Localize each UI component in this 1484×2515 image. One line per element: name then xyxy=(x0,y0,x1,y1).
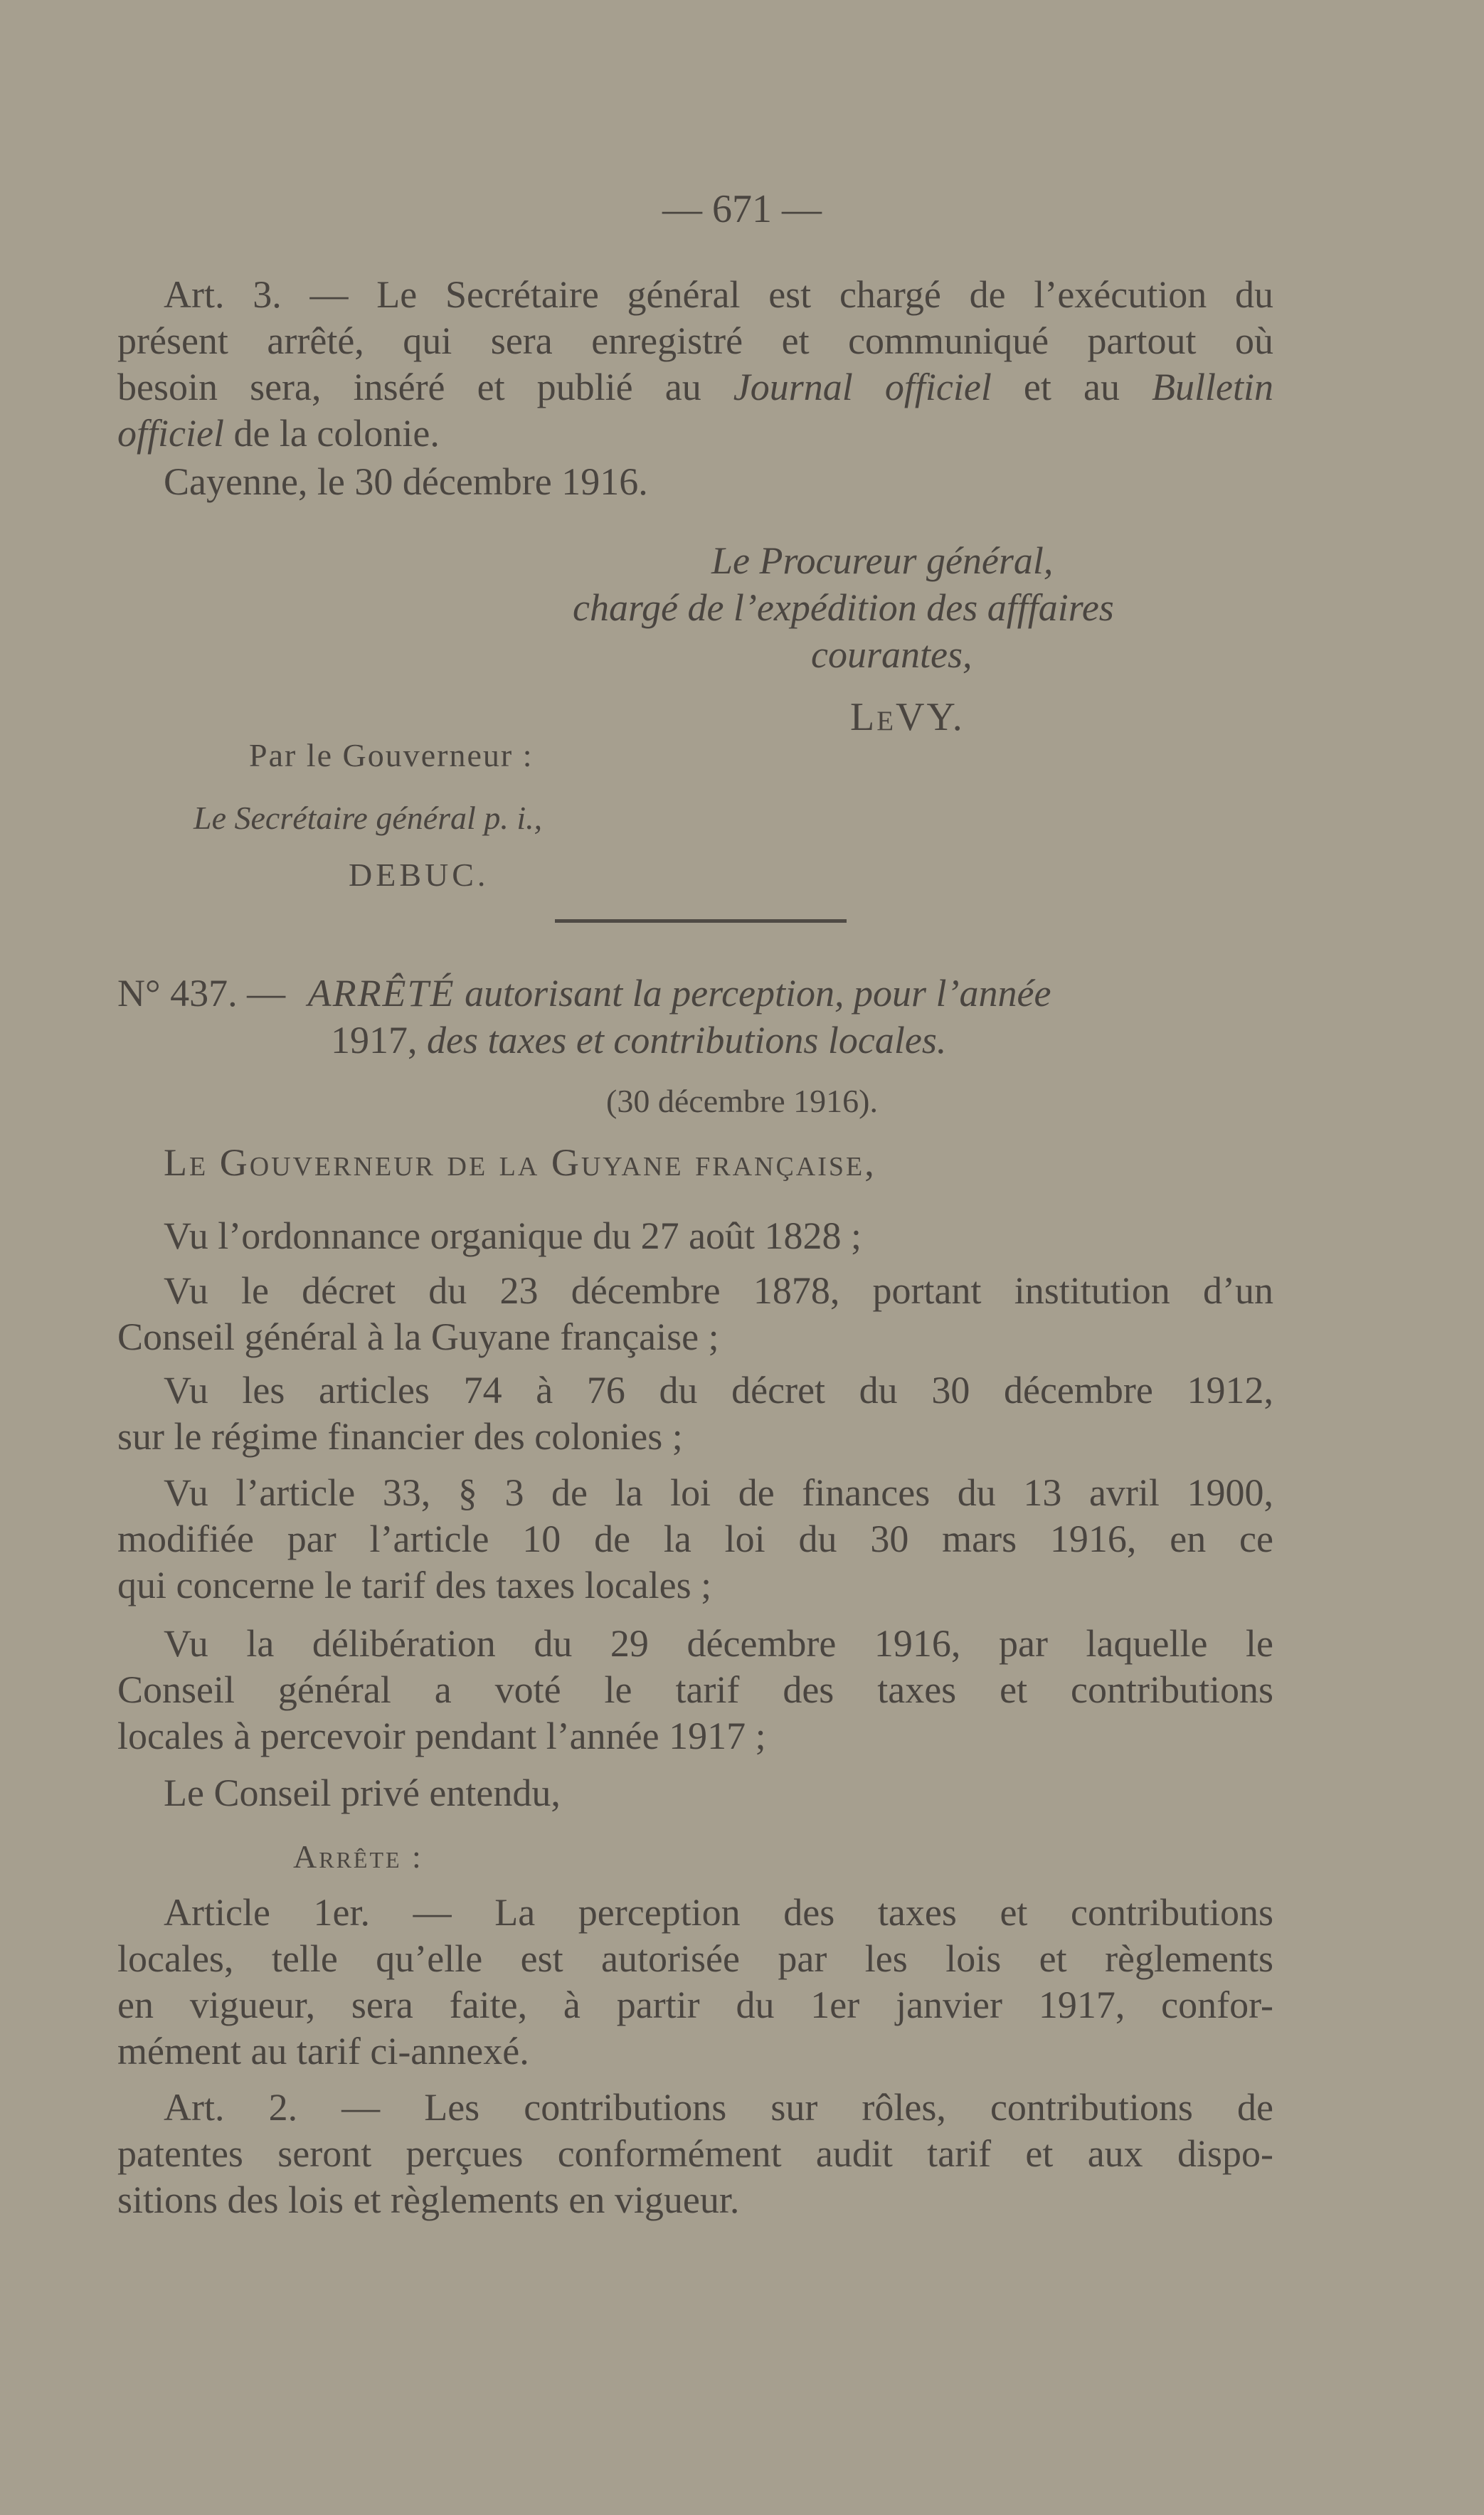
arrete-number: N° 437. — xyxy=(117,972,286,1015)
art3-line1: Art. 3. — Le Secrétaire général est chargé de l’exécution du xyxy=(164,273,1273,316)
signatory-title-3: courantes, xyxy=(811,633,972,676)
article1-l4: mément au tarif ci-annexé. xyxy=(117,2030,529,2072)
signatory-title-1: Le Procureur général, xyxy=(711,539,1054,582)
section-divider xyxy=(555,919,847,923)
vu-article33-l1: Vu l’article 33, § 3 de la loi de finances du 13 avril 1900, xyxy=(164,1471,1273,1514)
arrete-subject-1: autorisant la perception, pour l’année xyxy=(455,972,1051,1015)
arrete-label: ARRÊTÉ xyxy=(307,972,455,1015)
vu-articles-l1: Vu les articles 74 à 76 du décret du 30 décembre 1912, xyxy=(164,1369,1273,1412)
article1-l2: locales, telle qu’elle est autorisée par les lois et règlements xyxy=(117,1937,1273,1980)
article2-l1: Art. 2. — Les contributions sur rôles, contributions de xyxy=(164,2086,1273,2129)
bulletin-ref: Bulletin xyxy=(1152,366,1273,408)
arrete-date: (30 décembre 1916). xyxy=(606,1083,878,1119)
art3-line3 xyxy=(117,364,1273,410)
secretaire-general-title: Le Secrétaire général p. i., xyxy=(194,800,543,836)
arrete-heading-line1 xyxy=(117,970,1273,1016)
par-le-gouverneur: Par le Gouverneur : xyxy=(249,737,534,773)
art3-line4 xyxy=(117,411,1273,456)
vu-decret-1878-l1: Vu le décret du 23 décembre 1878, portant institution d’un xyxy=(164,1269,1273,1312)
article2-l2: patentes seront perçues conformément audit tarif et aux dispo- xyxy=(117,2132,1273,2175)
page-number: — 671 — xyxy=(662,187,822,231)
vu-deliberation-l3: locales à percevoir pendant l’année 1917 ; xyxy=(117,1715,766,1757)
signatory-name: LeVY. xyxy=(850,695,965,739)
vu-deliberation-l2: Conseil général a voté le tarif des taxes et contributions xyxy=(117,1668,1273,1711)
conseil-prive: Le Conseil privé entendu, xyxy=(164,1772,561,1814)
arrete-subject-2: des taxes et contributions locales. xyxy=(417,1019,947,1061)
arrete-decision-label: Arrête : xyxy=(293,1838,423,1875)
governor-line: Le Gouverneur de la Guyane française, xyxy=(164,1141,876,1184)
vu-article33-l3: qui concerne le tarif des taxes locales ; xyxy=(117,1564,712,1606)
arrete-year: 1917, xyxy=(331,1019,418,1061)
art3-line2: présent arrêté, qui sera enregistré et communiqué partout où xyxy=(117,319,1273,362)
signatory-title-2: chargé de l’expédition des afffaires xyxy=(573,586,1114,629)
vu-articles-l2: sur le régime financier des colonies ; xyxy=(117,1415,683,1458)
vu-article33-l2: modifiée par l’article 10 de la loi du 30 mars 1916, en ce xyxy=(117,1518,1273,1560)
arrete-heading-line2 xyxy=(331,1017,946,1063)
article1-l1: Article 1er. — La perception des taxes et contributions xyxy=(164,1891,1273,1934)
vu-ordonnance: Vu l’ordonnance organique du 27 août 1828 ; xyxy=(164,1214,862,1257)
art3-line4-text: de la colonie. xyxy=(223,412,440,455)
article1-l3: en vigueur, sera faite, à partir du 1er janvier 1917, confor- xyxy=(117,1984,1273,2026)
place-date: Cayenne, le 30 décembre 1916. xyxy=(164,460,648,503)
secretaire-general-name: DEBUC. xyxy=(349,857,489,893)
art3-line3-text: besoin sera, inséré et publié au xyxy=(117,366,733,408)
vu-decret-1878-l2: Conseil général à la Guyane française ; xyxy=(117,1315,719,1358)
journal-officiel-ref: Journal officiel xyxy=(733,366,992,408)
vu-deliberation-l1: Vu la délibération du 29 décembre 1916, par laquelle le xyxy=(164,1622,1273,1665)
officiel-ref: officiel xyxy=(117,412,224,455)
article2-l3: sitions des lois et règlements en vigueur. xyxy=(117,2178,740,2221)
art3-line3-join: et au xyxy=(991,366,1152,408)
